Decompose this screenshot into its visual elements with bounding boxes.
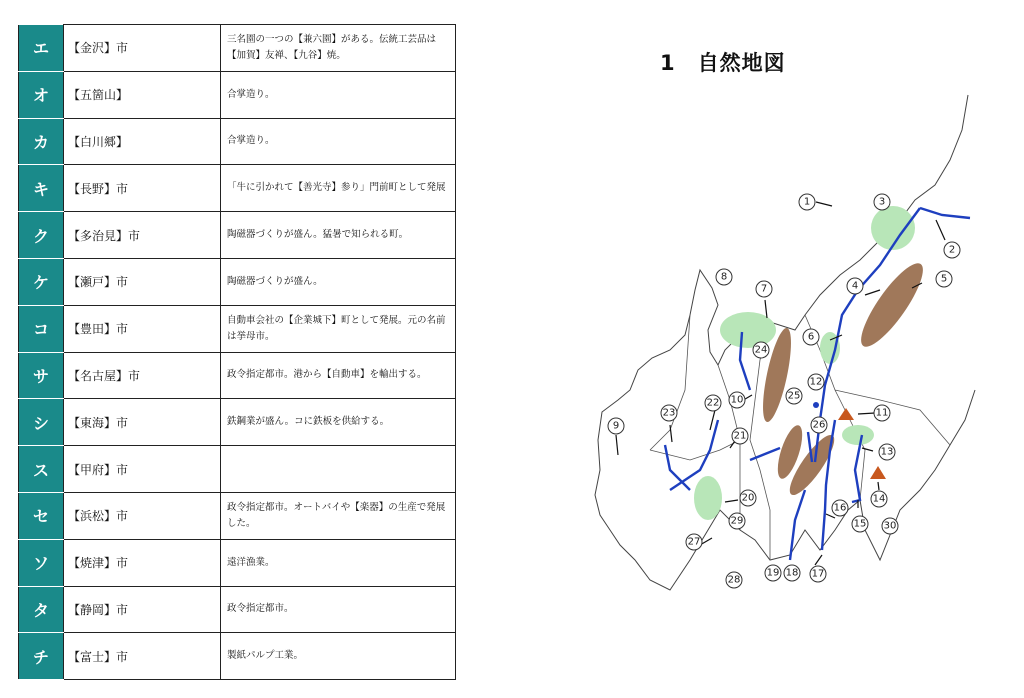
row-description: 自動車会社の【企業城下】町として発展。元の名前は挙母市。 <box>221 305 456 352</box>
label-16 <box>832 500 848 516</box>
row-place-name: 【富士】市 <box>64 633 221 680</box>
label-29 <box>729 513 745 529</box>
label-28 <box>726 572 742 588</box>
table-row <box>19 446 456 493</box>
row-kana: サ <box>19 352 64 399</box>
row-description: 三名園の一つの【兼六園】がある。伝統工芸品は【加賀】友禅、【九谷】焼。 <box>221 25 456 72</box>
table-row <box>19 352 456 399</box>
label-6 <box>803 329 819 345</box>
mountain-range-5 <box>852 256 932 354</box>
row-description: 政令指定都市。オートバイや【楽器】の生産で発展した。 <box>221 492 456 539</box>
volcano-11 <box>838 408 854 420</box>
label-3 <box>874 194 890 210</box>
label-26 <box>811 417 827 433</box>
svg-text:7: 7 <box>760 283 768 295</box>
row-kana: チ <box>19 633 64 680</box>
row-description: 陶磁器づくりが盛ん。猛暑で知られる町。 <box>221 212 456 259</box>
row-kana: セ <box>19 492 64 539</box>
row-place-name: 【東海】市 <box>64 399 221 446</box>
label-20 <box>740 490 756 506</box>
row-kana: コ <box>19 305 64 352</box>
svg-text:1: 1 <box>803 196 811 208</box>
row-kana: タ <box>19 586 64 633</box>
svg-text:24: 24 <box>754 344 768 356</box>
row-kana: ケ <box>19 258 64 305</box>
svg-text:11: 11 <box>875 407 889 419</box>
label-8 <box>716 269 732 285</box>
row-place-name: 【金沢】市 <box>64 25 221 72</box>
map-title: 1 自然地図 <box>660 51 786 75</box>
svg-text:12: 12 <box>809 376 823 388</box>
svg-text:26: 26 <box>812 419 826 431</box>
row-kana: ク <box>19 212 64 259</box>
study-table <box>18 24 456 680</box>
row-place-name: 【多治見】市 <box>64 212 221 259</box>
row-kana: ス <box>19 446 64 493</box>
label-9 <box>608 418 624 434</box>
row-description: 鉄鋼業が盛ん。コに鉄板を供給する。 <box>221 399 456 446</box>
row-place-name: 【焼津】市 <box>64 539 221 586</box>
table-row <box>19 586 456 633</box>
svg-text:8: 8 <box>720 271 728 283</box>
table-row <box>19 71 456 118</box>
row-place-name: 【五箇山】 <box>64 71 221 118</box>
table-row <box>19 258 456 305</box>
plain-13 <box>842 425 874 445</box>
label-11 <box>874 405 890 421</box>
label-30 <box>882 518 898 534</box>
svg-text:19: 19 <box>766 567 780 579</box>
label-17 <box>810 566 826 582</box>
row-description: 陶磁器づくりが盛ん。 <box>221 258 456 305</box>
label-18 <box>784 565 800 581</box>
svg-text:5: 5 <box>940 273 948 285</box>
table-row <box>19 492 456 539</box>
row-place-name: 【瀬戸】市 <box>64 258 221 305</box>
svg-text:16: 16 <box>833 502 847 514</box>
svg-text:21: 21 <box>733 430 747 442</box>
label-10 <box>729 392 745 408</box>
label-19 <box>765 565 781 581</box>
svg-text:18: 18 <box>785 567 799 579</box>
label-21 <box>732 428 748 444</box>
row-place-name: 【浜松】市 <box>64 492 221 539</box>
label-15 <box>852 516 868 532</box>
row-kana: オ <box>19 71 64 118</box>
svg-text:17: 17 <box>811 568 825 580</box>
row-description: 遠洋漁業。 <box>221 539 456 586</box>
svg-text:4: 4 <box>851 280 859 292</box>
svg-text:9: 9 <box>612 420 620 432</box>
row-description: 合掌造り。 <box>221 118 456 165</box>
row-kana: キ <box>19 165 64 212</box>
row-kana: ソ <box>19 539 64 586</box>
label-13 <box>879 444 895 460</box>
svg-text:15: 15 <box>853 518 867 530</box>
row-place-name: 【名古屋】市 <box>64 352 221 399</box>
label-25 <box>786 388 802 404</box>
label-4 <box>847 278 863 294</box>
table-row <box>19 399 456 446</box>
row-kana: エ <box>19 25 64 72</box>
label-24 <box>753 342 769 358</box>
row-description: 政令指定都市。港から【自動車】を輸出する。 <box>221 352 456 399</box>
row-kana: カ <box>19 118 64 165</box>
plain-20 <box>694 476 722 520</box>
label-22 <box>705 395 721 411</box>
row-description: 政令指定都市。 <box>221 586 456 633</box>
row-description: 「牛に引かれて【善光寺】参り」門前町として発展 <box>221 165 456 212</box>
svg-text:2: 2 <box>948 244 956 256</box>
row-place-name: 【甲府】市 <box>64 446 221 493</box>
row-place-name: 【長野】市 <box>64 165 221 212</box>
svg-text:14: 14 <box>872 493 886 505</box>
svg-text:13: 13 <box>880 446 894 458</box>
volcano-14 <box>870 466 886 479</box>
table-row <box>19 212 456 259</box>
svg-text:29: 29 <box>730 515 744 527</box>
svg-text:30: 30 <box>883 520 897 532</box>
row-place-name: 【静岡】市 <box>64 586 221 633</box>
table-row <box>19 118 456 165</box>
label-12 <box>808 374 824 390</box>
svg-text:25: 25 <box>787 390 801 402</box>
svg-text:28: 28 <box>727 574 741 586</box>
svg-text:3: 3 <box>878 196 886 208</box>
table-row <box>19 633 456 680</box>
svg-text:6: 6 <box>807 331 815 343</box>
row-place-name: 【豊田】市 <box>64 305 221 352</box>
nature-map <box>590 90 980 650</box>
label-23 <box>661 405 677 421</box>
label-7 <box>756 281 772 297</box>
table-row <box>19 25 456 72</box>
svg-text:20: 20 <box>741 492 755 504</box>
label-1 <box>799 194 815 210</box>
table-row <box>19 539 456 586</box>
row-place-name: 【白川郷】 <box>64 118 221 165</box>
row-description: 合掌造り。 <box>221 71 456 118</box>
row-description <box>221 446 456 493</box>
table-row <box>19 305 456 352</box>
table-row <box>19 165 456 212</box>
svg-text:22: 22 <box>706 397 720 409</box>
plain-7 <box>720 312 776 348</box>
row-kana: シ <box>19 399 64 446</box>
table-body <box>19 25 456 680</box>
label-27 <box>686 534 702 550</box>
label-14 <box>871 491 887 507</box>
svg-text:23: 23 <box>662 407 676 419</box>
label-5 <box>936 271 952 287</box>
svg-text:27: 27 <box>687 536 701 548</box>
label-2 <box>944 242 960 258</box>
row-description: 製紙パルプ工業。 <box>221 633 456 680</box>
svg-text:10: 10 <box>730 394 744 406</box>
dot-12 <box>813 402 819 408</box>
